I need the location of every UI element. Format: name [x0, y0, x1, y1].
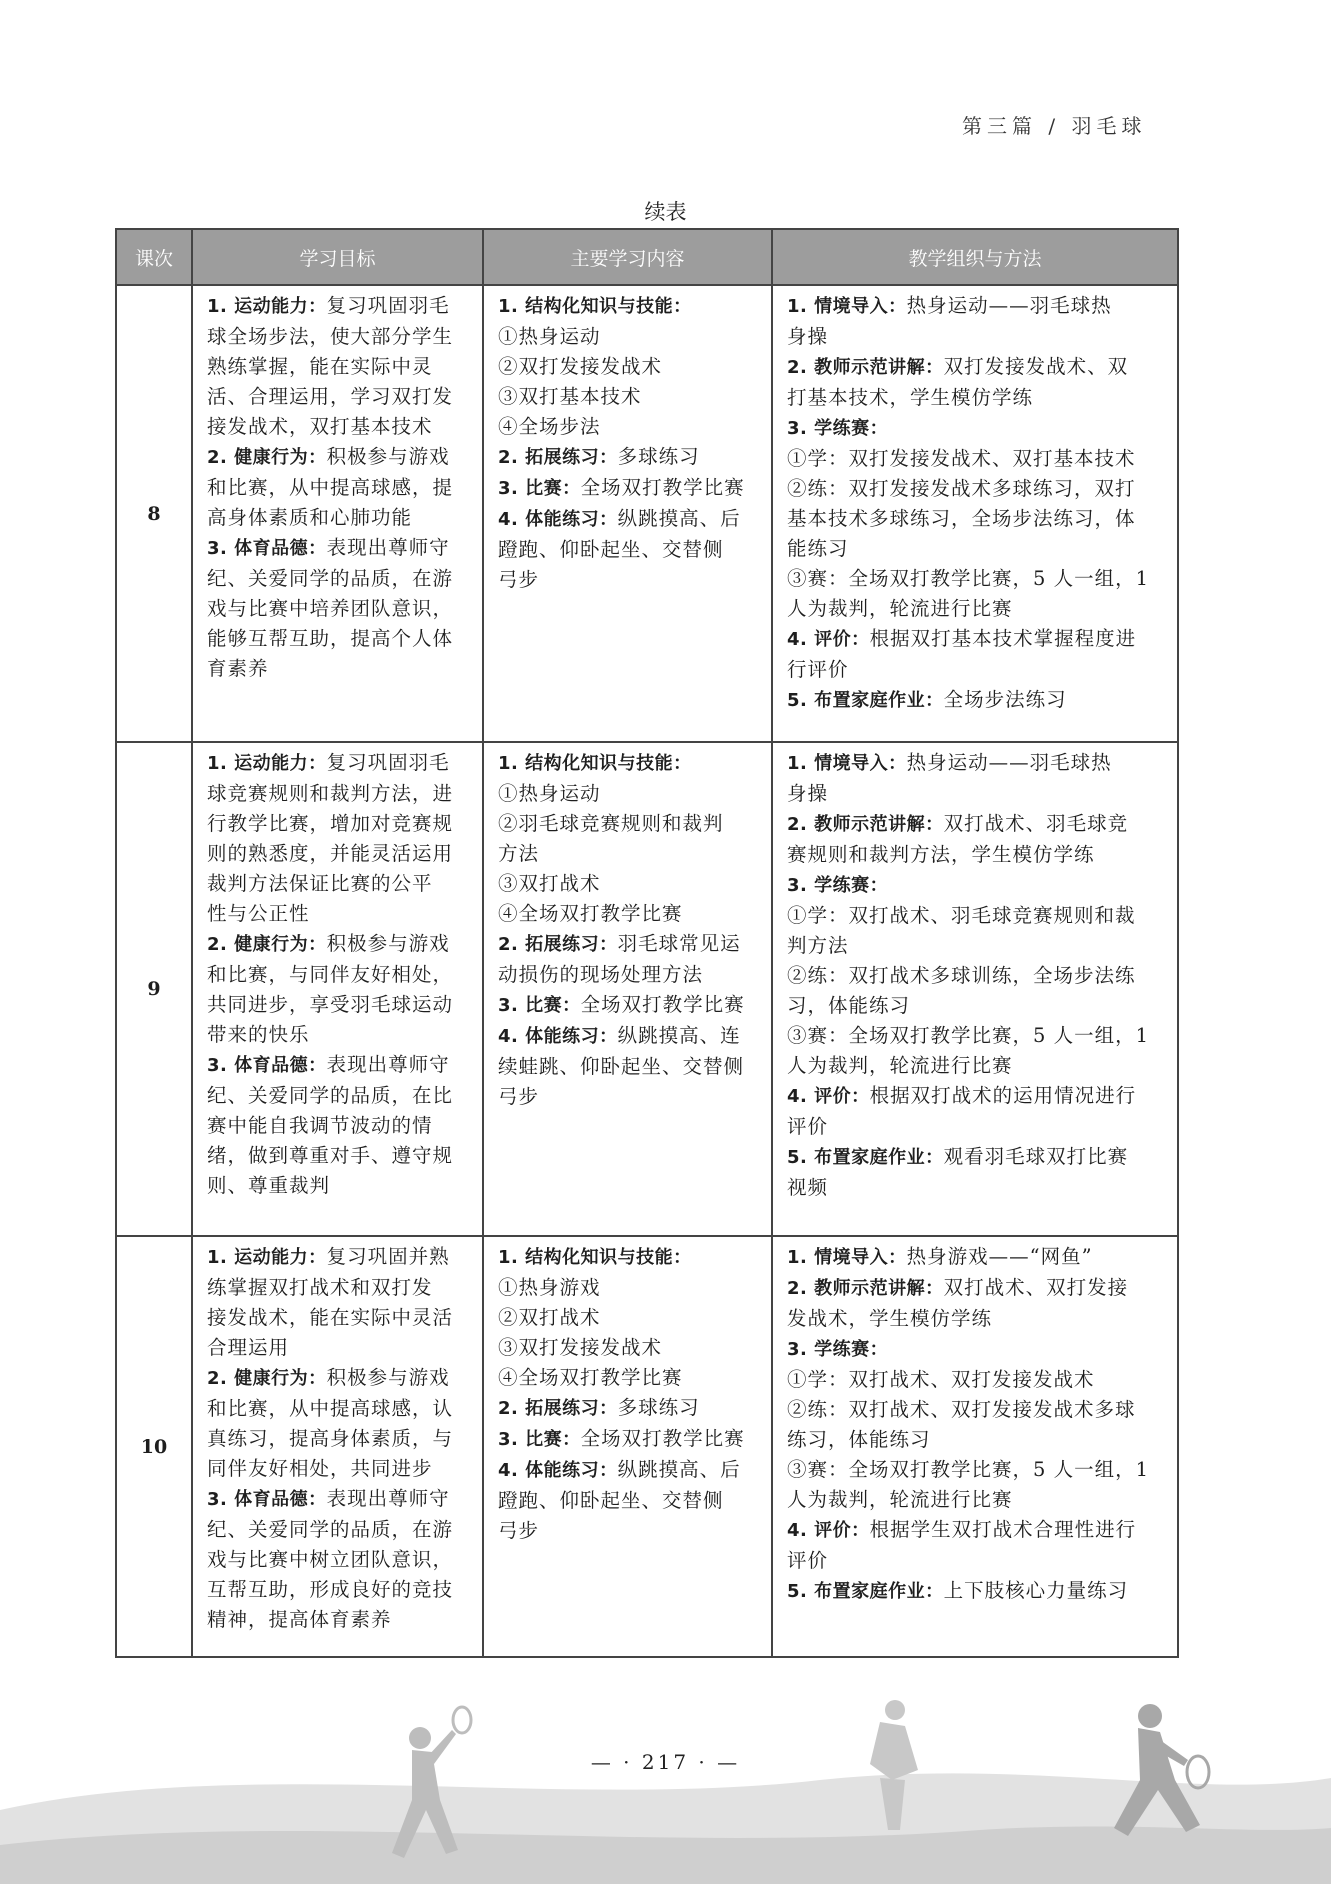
cell-line	[207, 1484, 472, 1515]
cell-line	[207, 1454, 472, 1484]
item-label: 1. 运动能力：	[207, 296, 327, 317]
cell-line	[207, 533, 472, 564]
item-text: 身操	[787, 325, 829, 348]
item-text: 则、尊重裁判	[207, 1174, 331, 1197]
item-text: 根据学生双打战术合理性进行	[869, 1518, 1137, 1541]
item-text: 练习，体能练习	[787, 1428, 931, 1451]
cell-line	[207, 352, 472, 382]
item-text: 评价	[787, 1115, 829, 1138]
item-label: 1. 结构化知识与技能：	[498, 753, 692, 774]
cell-line	[207, 1111, 472, 1141]
item-label: 2. 教师示范讲解：	[787, 1278, 944, 1299]
cell-line	[787, 1021, 1167, 1051]
running-head: 第三篇 / 羽毛球	[962, 114, 1147, 138]
cell-line	[207, 899, 472, 929]
goals-cell	[192, 285, 483, 742]
cell-line	[787, 779, 1167, 809]
item-text: 全场步法练习	[943, 688, 1067, 711]
cell-line	[207, 779, 472, 809]
item-label: 3. 体育品德：	[207, 1055, 327, 1076]
item-text: 复习巩固羽毛	[326, 751, 450, 774]
item-text: 热身运动——羽毛球热	[906, 294, 1112, 317]
cell-line	[498, 839, 761, 869]
item-text: ①热身游戏	[498, 1276, 601, 1299]
item-text: 蹬跑、仰卧起坐、交替侧	[498, 538, 724, 561]
item-text: 全场双打教学比赛	[580, 1427, 745, 1450]
cell-line	[207, 442, 472, 473]
item-text: ②羽毛球竞赛规则和裁判	[498, 812, 724, 835]
table-caption: 续表	[644, 200, 687, 224]
item-text: 高身体素质和心肺功能	[207, 506, 413, 529]
item-text: ①学：双打战术、羽毛球竞赛规则和裁	[787, 904, 1136, 927]
item-label: 2. 教师示范讲解：	[787, 814, 944, 835]
item-label: 1. 结构化知识与技能：	[498, 1247, 692, 1268]
cell-line	[207, 1050, 472, 1081]
cell-line	[787, 1365, 1167, 1395]
cell-line	[207, 839, 472, 869]
item-text: 纵跳摸高、连	[617, 1024, 741, 1047]
item-text: 身操	[787, 782, 829, 805]
item-text: 纵跳摸高、后	[617, 507, 741, 530]
lesson-number: 9	[116, 742, 192, 1236]
lesson-number: 10	[116, 1236, 192, 1657]
item-label: 3. 比赛：	[498, 478, 581, 499]
cell-line	[787, 1485, 1167, 1515]
cell-line	[498, 1486, 761, 1516]
item-text: ③赛：全场双打教学比赛，5 人一组，1	[787, 567, 1150, 590]
cell-line	[498, 809, 761, 839]
cell-line	[498, 504, 761, 535]
item-label: 5. 布置家庭作业：	[787, 690, 944, 711]
item-text: 弓步	[498, 1519, 540, 1542]
item-label: 1. 结构化知识与技能：	[498, 296, 692, 317]
item-text: 戏与比赛中培养团队意识，	[207, 597, 454, 620]
cell-line	[498, 1516, 761, 1546]
item-label: 3. 学练赛：	[787, 1339, 889, 1360]
item-text: ②练：双打发接发战术多球练习，双打	[787, 477, 1136, 500]
cell-line	[498, 1273, 761, 1303]
page-number: — · 217 · —	[590, 1750, 741, 1774]
item-text: 多球练习	[617, 445, 700, 468]
item-text: 共同进步，享受羽毛球运动	[207, 993, 454, 1016]
item-text: ②练：双打战术、双打发接发战术多球	[787, 1398, 1136, 1421]
cell-line	[498, 565, 761, 595]
item-label: 2. 健康行为：	[207, 1368, 327, 1389]
item-text: 能练习	[787, 537, 849, 560]
cell-line	[207, 929, 472, 960]
table-row	[116, 1236, 1178, 1657]
item-text: 裁判方法保证比赛的公平	[207, 872, 433, 895]
cell-line	[787, 1242, 1167, 1273]
cell-line	[787, 809, 1167, 840]
item-text: 人为裁判，轮流进行比赛	[787, 1054, 1013, 1077]
item-label: 2. 拓展练习：	[498, 934, 618, 955]
cell-line	[787, 1546, 1167, 1576]
item-text: ②双打发接发战术	[498, 355, 663, 378]
item-text: 热身游戏——“网鱼”	[906, 1245, 1093, 1268]
item-text: ①学：双打战术、双打发接发战术	[787, 1368, 1095, 1391]
item-text: 基本技术多球练习，全场步法练习，体	[787, 507, 1136, 530]
cell-line	[207, 322, 472, 352]
cell-line	[207, 654, 472, 684]
item-text: 球竞赛规则和裁判方法，进	[207, 782, 454, 805]
cell-line	[787, 624, 1167, 655]
cell-line	[787, 413, 1167, 444]
item-text: 双打战术、双打发接	[943, 1276, 1129, 1299]
cell-line	[498, 1455, 761, 1486]
cell-line	[787, 594, 1167, 624]
cell-line	[498, 1052, 761, 1082]
cell-line	[498, 1242, 761, 1273]
item-text: 人为裁判，轮流进行比赛	[787, 597, 1013, 620]
cell-line	[498, 442, 761, 473]
cell-line	[207, 1273, 472, 1303]
item-text: 多球练习	[617, 1396, 700, 1419]
cell-line	[498, 1082, 761, 1112]
cell-line	[207, 564, 472, 594]
cell-line	[498, 1363, 761, 1393]
item-text: 练掌握双打战术和双打发	[207, 1276, 433, 1299]
item-text: 积极参与游戏	[326, 932, 450, 955]
item-text: 合理运用	[207, 1336, 290, 1359]
item-text: 根据双打基本技术掌握程度进	[869, 627, 1137, 650]
item-text: ②练：双打战术多球训练，全场步法练	[787, 964, 1136, 987]
cell-line	[207, 1575, 472, 1605]
item-text: 人为裁判，轮流进行比赛	[787, 1488, 1013, 1511]
methods-cell	[772, 285, 1178, 742]
cell-line	[787, 1334, 1167, 1365]
cell-line	[787, 870, 1167, 901]
header-content: 主要学习内容	[483, 229, 772, 285]
item-text: 根据双打战术的运用情况进行	[869, 1084, 1137, 1107]
methods-cell	[772, 742, 1178, 1236]
content-cell	[483, 1236, 772, 1657]
goals-cell	[192, 1236, 483, 1657]
table-header-row	[116, 229, 1178, 285]
cell-line	[498, 291, 761, 322]
cell-line	[207, 960, 472, 990]
cell-line	[207, 1605, 472, 1635]
item-text: 和比赛，从中提高球感，提	[207, 476, 454, 499]
item-label: 3. 比赛：	[498, 995, 581, 1016]
cell-line	[207, 869, 472, 899]
cell-line	[207, 1424, 472, 1454]
cell-line	[207, 412, 472, 442]
item-text: 绪，做到尊重对手、遵守规	[207, 1144, 454, 1167]
cell-line	[207, 1020, 472, 1050]
item-text: 打基本技术，学生模仿学练	[787, 386, 1034, 409]
cell-line	[787, 291, 1167, 322]
item-label: 2. 健康行为：	[207, 934, 327, 955]
cell-line	[207, 624, 472, 654]
cell-line	[787, 444, 1167, 474]
cell-line	[787, 931, 1167, 961]
item-text: 戏与比赛中树立团队意识，	[207, 1548, 454, 1571]
item-text: 行教学比赛，增加对竞赛规	[207, 812, 454, 835]
lesson-number: 8	[116, 285, 192, 742]
cell-line	[207, 1171, 472, 1201]
cell-line	[498, 929, 761, 960]
item-text: 表现出尊师守	[326, 536, 450, 559]
item-text: 全场双打教学比赛	[580, 476, 745, 499]
cell-line	[787, 352, 1167, 383]
item-text: 动损伤的现场处理方法	[498, 963, 704, 986]
item-text: 真练习，提高身体素质，与	[207, 1427, 454, 1450]
cell-line	[787, 1515, 1167, 1546]
cell-line	[787, 991, 1167, 1021]
header-goals: 学习目标	[192, 229, 483, 285]
item-label: 2. 拓展练习：	[498, 1398, 618, 1419]
item-text: 评价	[787, 1549, 829, 1572]
item-label: 3. 体育品德：	[207, 538, 327, 559]
content-cell	[483, 285, 772, 742]
cell-line	[787, 748, 1167, 779]
cell-line	[498, 382, 761, 412]
item-text: 表现出尊师守	[326, 1053, 450, 1076]
cell-line	[498, 1424, 761, 1455]
item-text: ①热身运动	[498, 325, 601, 348]
cell-line	[498, 748, 761, 779]
cell-line	[787, 322, 1167, 352]
cell-line	[207, 594, 472, 624]
cell-line	[787, 840, 1167, 870]
item-label: 1. 情境导入：	[787, 296, 907, 317]
cell-line	[498, 1333, 761, 1363]
item-text: 育素养	[207, 657, 269, 680]
item-text: 弓步	[498, 1085, 540, 1108]
cell-line	[787, 655, 1167, 685]
cell-line	[787, 1576, 1167, 1607]
item-text: 双打发接发战术、双	[943, 355, 1129, 378]
item-text: ③赛：全场双打教学比赛，5 人一组，1	[787, 1458, 1150, 1481]
item-text: ④全场双打教学比赛	[498, 1366, 683, 1389]
lesson-plan-table	[115, 228, 1179, 1658]
cell-line	[207, 1363, 472, 1394]
item-label: 3. 比赛：	[498, 1429, 581, 1450]
cell-line	[498, 990, 761, 1021]
cell-line	[498, 869, 761, 899]
item-text: 赛规则和裁判方法，学生模仿学练	[787, 843, 1095, 866]
item-text: 和比赛，从中提高球感，认	[207, 1397, 454, 1420]
cell-line	[787, 504, 1167, 534]
cell-line	[207, 1394, 472, 1424]
cell-line	[207, 291, 472, 322]
item-label: 4. 评价：	[787, 629, 870, 650]
item-text: 接发战术，能在实际中灵活	[207, 1306, 454, 1329]
cell-line	[498, 779, 761, 809]
cell-line	[498, 1393, 761, 1424]
header-methods: 教学组织与方法	[772, 229, 1178, 285]
cell-line	[207, 382, 472, 412]
item-text: 蹬跑、仰卧起坐、交替侧	[498, 1489, 724, 1512]
item-text: ③双打基本技术	[498, 385, 642, 408]
item-text: 发战术，学生模仿学练	[787, 1307, 993, 1330]
item-text: 表现出尊师守	[326, 1487, 450, 1510]
item-text: 观看羽毛球双打比赛	[943, 1145, 1129, 1168]
content-cell	[483, 742, 772, 1236]
cell-line	[787, 1081, 1167, 1112]
item-label: 4. 体能练习：	[498, 1026, 618, 1047]
cell-line	[207, 809, 472, 839]
item-label: 5. 布置家庭作业：	[787, 1147, 944, 1168]
item-label: 3. 学练赛：	[787, 418, 889, 439]
item-text: 球全场步法，使大部分学生	[207, 325, 454, 348]
item-text: 熟练掌握，能在实际中灵	[207, 355, 433, 378]
cell-line	[207, 1545, 472, 1575]
item-text: 和比赛，与同伴友好相处，	[207, 963, 454, 986]
cell-line	[498, 960, 761, 990]
item-text: 习，体能练习	[787, 994, 911, 1017]
cell-line	[207, 1081, 472, 1111]
item-label: 4. 体能练习：	[498, 509, 618, 530]
item-text: 双打战术、羽毛球竞	[943, 812, 1129, 835]
item-text: 精神，提高体育素养	[207, 1608, 392, 1631]
item-label: 1. 情境导入：	[787, 753, 907, 774]
cell-line	[787, 1051, 1167, 1081]
item-label: 4. 评价：	[787, 1086, 870, 1107]
item-text: 积极参与游戏	[326, 1366, 450, 1389]
cell-line	[787, 685, 1167, 716]
item-label: 4. 体能练习：	[498, 1460, 618, 1481]
cell-line	[498, 535, 761, 565]
item-text: 同伴友好相处，共同进步	[207, 1457, 433, 1480]
item-text: 赛中能自我调节波动的情	[207, 1114, 433, 1137]
item-text: 行评价	[787, 658, 849, 681]
cell-line	[787, 961, 1167, 991]
item-label: 2. 教师示范讲解：	[787, 357, 944, 378]
cell-line	[787, 1425, 1167, 1455]
item-text: 能够互帮互助，提高个人体	[207, 627, 454, 650]
item-text: ③双打发接发战术	[498, 1336, 663, 1359]
cell-line	[498, 1303, 761, 1333]
cell-line	[498, 473, 761, 504]
cell-line	[207, 1515, 472, 1545]
cell-line	[498, 1021, 761, 1052]
item-text: 热身运动——羽毛球热	[906, 751, 1112, 774]
item-text: 纵跳摸高、后	[617, 1458, 741, 1481]
goals-cell	[192, 742, 483, 1236]
item-text: 视频	[787, 1176, 829, 1199]
item-text: ①热身运动	[498, 782, 601, 805]
cell-line	[787, 474, 1167, 504]
item-text: 积极参与游戏	[326, 445, 450, 468]
cell-line	[787, 564, 1167, 594]
item-label: 3. 学练赛：	[787, 875, 889, 896]
item-text: 带来的快乐	[207, 1023, 310, 1046]
item-label: 5. 布置家庭作业：	[787, 1581, 944, 1602]
item-label: 4. 评价：	[787, 1520, 870, 1541]
cell-line	[207, 1141, 472, 1171]
cell-line	[498, 352, 761, 382]
item-label: 2. 拓展练习：	[498, 447, 618, 468]
item-label: 1. 运动能力：	[207, 753, 327, 774]
item-label: 1. 运动能力：	[207, 1247, 327, 1268]
item-label: 2. 健康行为：	[207, 447, 327, 468]
cell-line	[207, 1333, 472, 1363]
item-text: 复习巩固羽毛	[326, 294, 450, 317]
item-text: 上下肢核心力量练习	[943, 1579, 1129, 1602]
item-text: 复习巩固并熟	[326, 1245, 450, 1268]
cell-line	[207, 990, 472, 1020]
item-text: 纪、关爱同学的品质，在游	[207, 1518, 454, 1541]
item-text: ③双打战术	[498, 872, 601, 895]
cell-line	[207, 1242, 472, 1273]
item-text: 纪、关爱同学的品质，在游	[207, 567, 454, 590]
cell-line	[787, 1142, 1167, 1173]
cell-line	[787, 383, 1167, 413]
item-text: ④全场双打教学比赛	[498, 902, 683, 925]
item-text: 活、合理运用，学习双打发	[207, 385, 454, 408]
cell-line	[498, 322, 761, 352]
cell-line	[787, 901, 1167, 931]
item-text: 弓步	[498, 568, 540, 591]
item-text: 判方法	[787, 934, 849, 957]
item-label: 1. 情境导入：	[787, 1247, 907, 1268]
item-text: 互帮互助，形成良好的竞技	[207, 1578, 454, 1601]
cell-line	[787, 534, 1167, 564]
methods-cell	[772, 1236, 1178, 1657]
item-text: 方法	[498, 842, 540, 865]
cell-line	[207, 748, 472, 779]
cell-line	[787, 1455, 1167, 1485]
cell-line	[498, 899, 761, 929]
cell-line	[207, 503, 472, 533]
item-text: 羽毛球常见运	[617, 932, 741, 955]
item-text: 则的熟悉度，并能灵活运用	[207, 842, 454, 865]
item-text: 性与公正性	[207, 902, 310, 925]
item-label: 3. 体育品德：	[207, 1489, 327, 1510]
item-text: 续蛙跳、仰卧起坐、交替侧	[498, 1055, 745, 1078]
cell-line	[207, 1303, 472, 1333]
item-text: ①学：双打发接发战术、双打基本技术	[787, 447, 1136, 470]
item-text: ②双打战术	[498, 1306, 601, 1329]
table-row	[116, 742, 1178, 1236]
item-text: ③赛：全场双打教学比赛，5 人一组，1	[787, 1024, 1150, 1047]
cell-line	[787, 1304, 1167, 1334]
item-text: 接发战术，双打基本技术	[207, 415, 433, 438]
cell-line	[787, 1395, 1167, 1425]
cell-line	[498, 412, 761, 442]
cell-line	[207, 473, 472, 503]
item-text: 纪、关爱同学的品质，在比	[207, 1084, 454, 1107]
cell-line	[787, 1273, 1167, 1304]
cell-line	[787, 1112, 1167, 1142]
cell-line	[787, 1173, 1167, 1203]
table-row	[116, 285, 1178, 742]
item-text: 全场双打教学比赛	[580, 993, 745, 1016]
item-text: ④全场步法	[498, 415, 601, 438]
header-lesson: 课次	[116, 229, 192, 285]
